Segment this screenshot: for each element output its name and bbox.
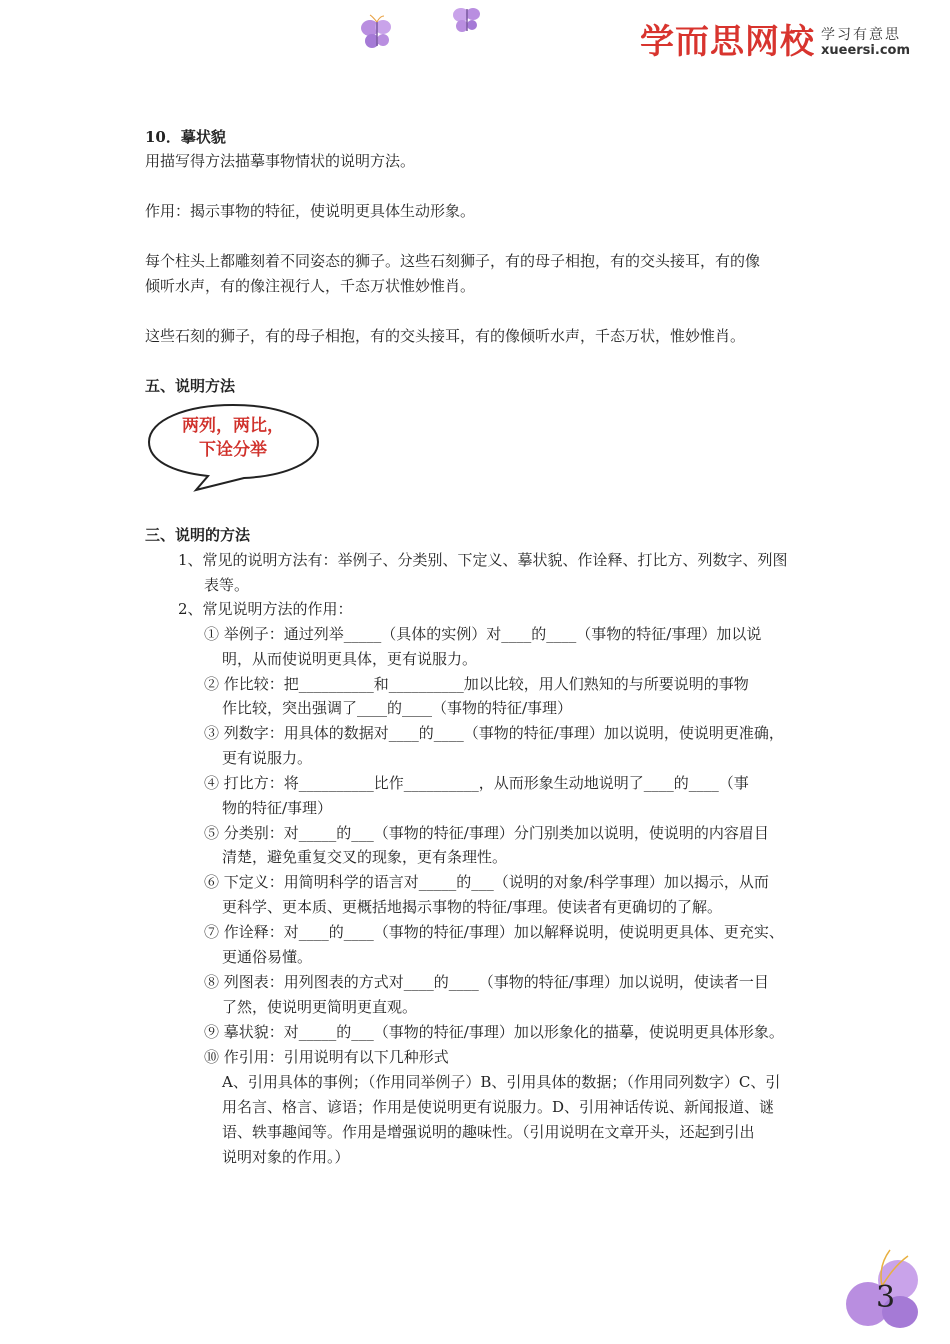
list-item-continued: 清楚，避免重复交叉的现象，更有条理性。 <box>222 848 508 866</box>
list-item-continued: 说明对象的作用。） <box>222 1148 350 1166</box>
paragraph-line: 倾听水声，有的像注视行人，千态万状惟妙惟肖。 <box>145 277 476 295</box>
list-item-continued: 语、轶事趣闻等。作用是增强说明的趣味性。（引用说明在文章开头，还起到引出 <box>222 1123 755 1141</box>
logo-url: xueersi.com <box>821 43 911 58</box>
list-item: ② 作比较：把__________和__________加以比较，用人们熟知的与所要说明的事物 <box>204 675 749 693</box>
list-item-continued: 更有说服力。 <box>222 749 313 767</box>
butterfly-icon <box>450 2 484 36</box>
list-item: ⑩ 作引用：引用说明有以下几种形式 <box>204 1048 449 1066</box>
brand-logo <box>640 22 910 62</box>
section-heading: 三、说明的方法 <box>145 526 251 544</box>
bubble-line: 两列，两比， <box>182 416 284 436</box>
list-item-continued: 了然，使说明更简明更直观。 <box>222 998 418 1016</box>
logo-main-text: 学而思网校 <box>640 22 815 62</box>
list-item: ⑦ 作诠释：对____的____（事物的特征/事理）加以解释说明，使说明更具体、更充实、 <box>204 923 784 941</box>
list-item: ⑤ 分类别：对_____的___（事物的特征/事理）分门别类加以说明，使说明的内容眉目 <box>204 824 769 842</box>
list-item: ⑥ 下定义：用简明科学的语言对_____的___（说明的对象/科学事理）加以揭示，从而 <box>204 873 769 891</box>
section-heading: 五、说明方法 <box>145 377 236 395</box>
list-item-continued: 表等。 <box>204 576 250 594</box>
list-item: ④ 打比方：将__________比作__________，从而形象生动地说明了____的____（事 <box>204 774 749 792</box>
butterfly-icon <box>358 14 396 52</box>
list-item-continued: A、引用具体的事例；（作用同举例子）B、引用具体的数据；（作用同列数字）C、引 <box>222 1073 781 1091</box>
list-item-continued: 明，从而使说明更具体，更有说服力。 <box>222 650 478 668</box>
list-item: ⑨ 摹状貌：对_____的___（事物的特征/事理）加以形象化的描摹，使说明更具体形象。 <box>204 1023 784 1041</box>
list-item: 2、常见说明方法的作用： <box>178 600 353 618</box>
list-item: ③ 列数字：用具体的数据对____的____（事物的特征/事理）加以说明，使说明更准确， <box>204 724 784 742</box>
paragraph-line: 作用：揭示事物的特征，使说明更具体生动形象。 <box>145 202 476 220</box>
paragraph-line: 这些石刻的狮子，有的母子相抱，有的交头接耳，有的像倾听水声，千态万状，惟妙惟肖。 <box>145 327 746 345</box>
paragraph-line: 每个柱头上都雕刻着不同姿态的狮子。这些石刻狮子，有的母子相抱，有的交头接耳，有的像 <box>145 252 761 270</box>
logo-slogan: 学习有意思 <box>821 27 901 43</box>
list-item: 1、常见的说明方法有：举例子、分类别、下定义、摹状貌、作诠释、打比方、列数字、列图 <box>178 551 788 569</box>
list-item: ① 举例子：通过列举_____（具体的实例）对____的____（事物的特征/事理）加以说 <box>204 625 762 643</box>
section-heading: 10．摹状貌 <box>145 128 226 146</box>
bubble-text <box>146 414 320 462</box>
list-item-continued: 作比较，突出强调了____的____（事物的特征/事理） <box>222 699 573 717</box>
bubble-line: 下诠分举 <box>199 440 267 460</box>
list-item-continued: 物的特征/事理） <box>222 799 333 817</box>
list-item-continued: 更科学、更本质、更概括地揭示事物的特征/事理。使读者有更确切的了解。 <box>222 898 723 916</box>
page-number: 3 <box>876 1280 896 1315</box>
list-item-continued: 更通俗易懂。 <box>222 948 313 966</box>
paragraph-line: 用描写得方法描摹事物情状的说明方法。 <box>145 152 416 170</box>
list-item-continued: 用名言、格言、谚语；作用是使说明更有说服力。D、引用神话传说、新闻报道、谜 <box>222 1098 775 1116</box>
list-item: ⑧ 列图表：用列图表的方式对____的____（事物的特征/事理）加以说明，使读者一目 <box>204 973 769 991</box>
